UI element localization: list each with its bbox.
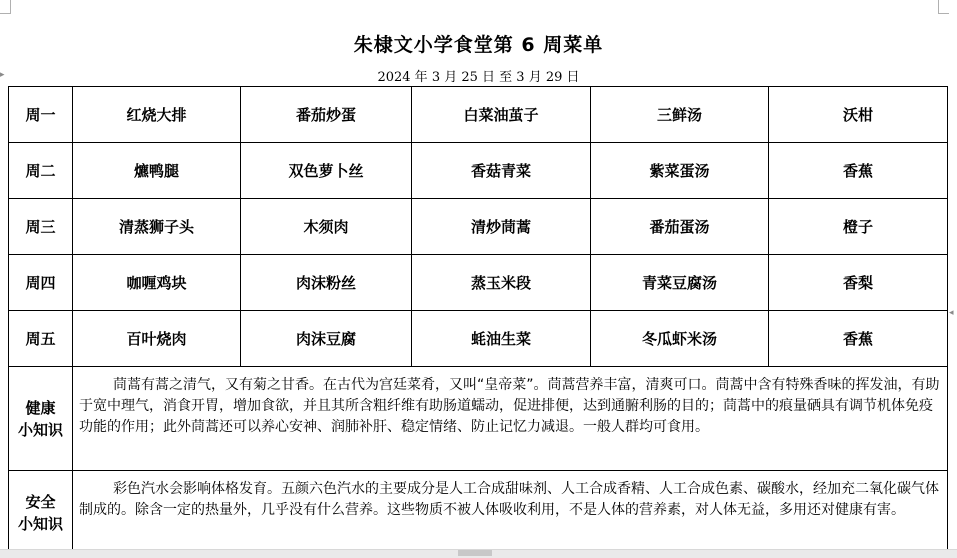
horizontal-scrollbar-thumb[interactable] — [458, 550, 492, 556]
menu-dish-cell: 紫菜蛋汤 — [591, 143, 769, 199]
menu-dish-cell: 蚝油生菜 — [412, 311, 591, 367]
menu-dish-cell: 冬瓜虾米汤 — [591, 311, 769, 367]
menu-dish-cell: 沃柑 — [769, 87, 948, 143]
menu-dish-cell: 香蕉 — [769, 311, 948, 367]
safety-label-line2: 小知识 — [17, 514, 63, 533]
menu-dish-cell: 番茄蛋汤 — [591, 199, 769, 255]
health-label-line1: 健康 — [25, 398, 56, 417]
page-title: 朱棣文小学食堂第 6 周菜单 — [353, 34, 604, 56]
crop-mark-top-right — [938, 0, 949, 14]
menu-day-row — [9, 311, 948, 367]
menu-dish-cell: 橙子 — [769, 199, 948, 255]
menu-dish-cell: 木须肉 — [241, 199, 412, 255]
safety-tips-row — [9, 471, 948, 555]
menu-dish-cell: 青菜豆腐汤 — [591, 255, 769, 311]
menu-dish-cell: 白菜油茧子 — [412, 87, 591, 143]
weekly-menu-table — [8, 86, 948, 555]
right-margin-arrow-icon: ◂ — [949, 308, 954, 318]
health-tips-cell — [73, 367, 948, 471]
day-label: 周四 — [9, 255, 73, 311]
menu-dish-cell: 香菇青菜 — [412, 143, 591, 199]
day-label: 周一 — [9, 87, 73, 143]
day-label: 周二 — [9, 143, 73, 199]
menu-dish-cell: 蒸玉米段 — [412, 255, 591, 311]
health-tips-text: 茼蒿有蒿之清气，又有菊之甘香。在古代为宫廷菜肴，又叫“皇帝菜”。茼蒿营养丰富，清爽可口。茼蒿中含有特殊香味的挥发油，有助于宽中理气，消食开胃，增加食欲，并且其所含粗纤维有助肠道蠕动，促进排便，达到通腑利肠的目的；茼蒿中的痕量硒具有调节机体免疫功能的作用；此外茼蒿还可以养心安神、润肺补肝、稳定情绪、防止记忆力减退。一般人群均可食用。 — [79, 377, 940, 435]
menu-dish-cell: 番茄炒蛋 — [241, 87, 412, 143]
health-tips-label — [9, 367, 73, 471]
safety-tips-label — [9, 471, 73, 555]
menu-dish-cell: 爊鸭腿 — [73, 143, 241, 199]
safety-label-line1: 安全 — [25, 492, 56, 511]
menu-dish-cell: 肉沫豆腐 — [241, 311, 412, 367]
menu-dish-cell: 三鲜汤 — [591, 87, 769, 143]
menu-dish-cell: 红烧大排 — [73, 87, 241, 143]
menu-dish-cell: 百叶烧肉 — [73, 311, 241, 367]
health-tips-row — [9, 367, 948, 471]
menu-day-row — [9, 87, 948, 143]
menu-dish-cell: 咖喱鸡块 — [73, 255, 241, 311]
day-label: 周三 — [9, 199, 73, 255]
crop-mark-top-left — [0, 0, 11, 14]
date-range: 2024 年 3 月 25 日 至 3 月 29 日 — [377, 70, 580, 85]
menu-day-row — [9, 199, 948, 255]
menu-dish-cell: 肉沫粉丝 — [241, 255, 412, 311]
menu-dish-cell: 清炒茼蒿 — [412, 199, 591, 255]
menu-dish-cell: 香梨 — [769, 255, 948, 311]
safety-tips-text: 彩色汽水会影响体格发育。五颜六色汽水的主要成分是人工合成甜味剂、人工合成香精、人工合成色素、碳酸水，经加充二氧化碳气体制成的。除含一定的热量外，几乎没有什么营养。这些物质不被人体吸收利用，不是人体的营养素，对人体无益，多用还对健康有害。 — [79, 481, 939, 518]
left-margin-arrow-icon: ▸ — [0, 70, 5, 80]
menu-dish-cell: 清蒸狮子头 — [73, 199, 241, 255]
health-label-line2: 小知识 — [17, 420, 63, 439]
day-label: 周五 — [9, 311, 73, 367]
menu-dish-cell: 双色萝卜丝 — [241, 143, 412, 199]
menu-day-row — [9, 255, 948, 311]
menu-day-row — [9, 143, 948, 199]
safety-tips-cell — [73, 471, 948, 555]
menu-dish-cell: 香蕉 — [769, 143, 948, 199]
